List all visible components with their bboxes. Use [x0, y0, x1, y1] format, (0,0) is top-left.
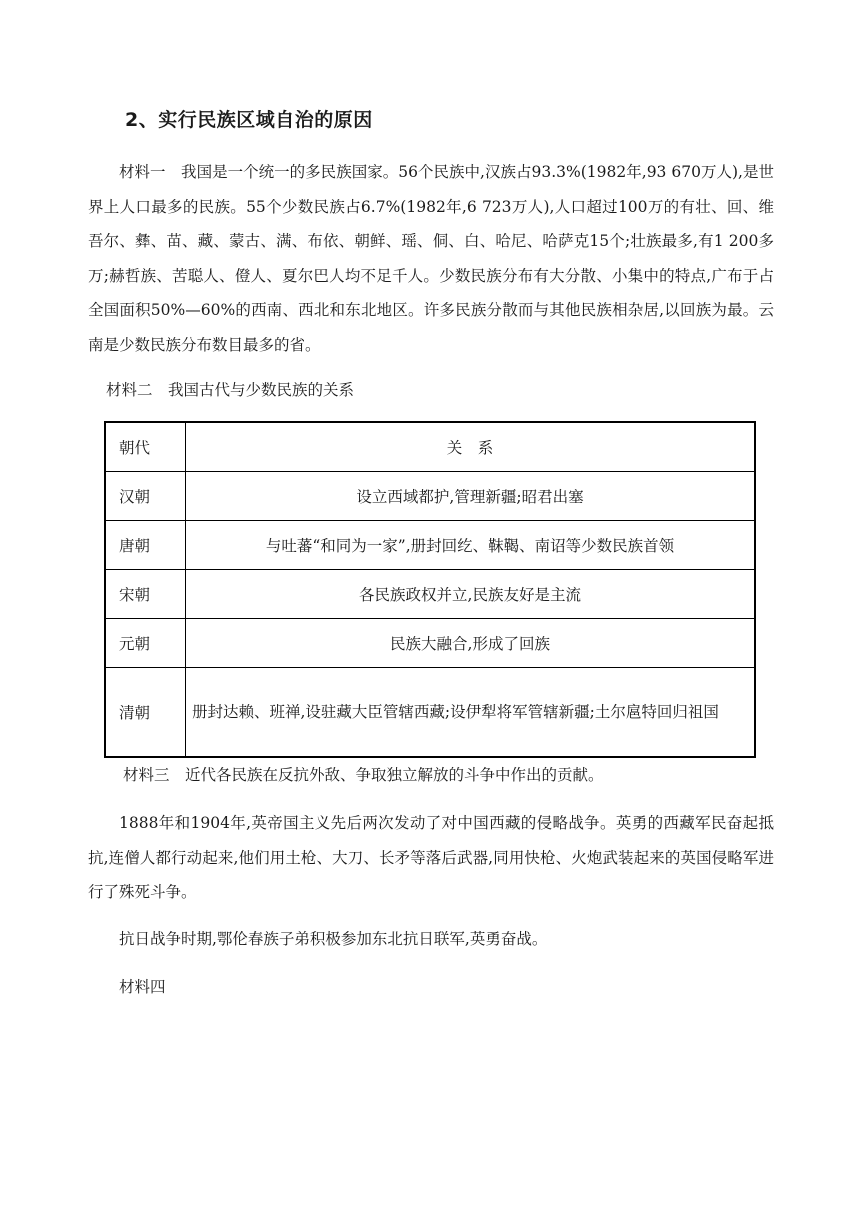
dynasty-cell: 唐朝	[105, 521, 186, 570]
relation-cell: 设立西域都护,管理新疆;昭君出塞	[186, 472, 756, 521]
dynasty-cell: 汉朝	[105, 472, 186, 521]
table-row	[105, 521, 755, 570]
header-dynasty-cell: 朝代	[105, 422, 186, 472]
dynasty-cell: 清朝	[105, 668, 186, 758]
relation-cell: 民族大融合,形成了回族	[186, 619, 756, 668]
relation-cell: 与吐蕃“和同为一家”,册封回纥、靺鞨、南诏等少数民族首领	[186, 521, 756, 570]
material-three-caption: 材料三 近代各民族在反抗外敌、争取独立解放的斗争中作出的贡献。	[123, 766, 604, 784]
table-row	[105, 472, 755, 521]
material-two-caption: 材料二 我国古代与少数民族的关系	[106, 381, 355, 399]
table-row	[105, 570, 755, 619]
table-header-row	[105, 422, 755, 472]
table-row	[105, 619, 755, 668]
table-row	[105, 668, 755, 758]
material-four-caption: 材料四	[119, 978, 166, 996]
material-one-paragraph: 材料一 我国是一个统一的多民族国家。56个民族中,汉族占93.3%(1982年,93 670万人),是世界上人口最多的民族。55个少数民族占6.7%(1982年,6 723万人),人口超过100万的有壮、回、维吾尔、彝、苗、藏、蒙古、满、布依、朝鲜、瑶、侗、白、哈尼、哈萨克15个;壮族最多,有1 200多万;赫哲族、苦聪人、僜人、夏尔巴人均不足千人。少数民族分布有大分散、小集中的特点,广布于占全国面积50%—60%的西南、西北和东北地区。许多民族分散而与其他民族相杂居,以回族为最。云南是少数民族分布数目最多的省。	[88, 163, 774, 354]
material-three-paragraph-two: 抗日战争时期,鄂伦春族子弟积极参加东北抗日联军,英勇奋战。	[119, 930, 548, 948]
dynasty-cell: 元朝	[105, 619, 186, 668]
header-relation-cell: 关 系	[186, 422, 756, 472]
material-three-paragraph-one: 1888年和1904年,英帝国主义先后两次发动了对中国西藏的侵略战争。英勇的西藏军民奋起抵抗,连僧人都行动起来,他们用土枪、大刀、长矛等落后武器,同用快枪、火炮武装起来的英国侵略军进行了殊死斗争。	[88, 814, 774, 901]
dynasty-relations-table	[104, 421, 756, 758]
relation-cell: 册封达赖、班禅,设驻藏大臣管辖西藏;设伊犁将军管辖新疆;土尔扈特回归祖国	[186, 668, 756, 758]
relation-cell: 各民族政权并立,民族友好是主流	[186, 570, 756, 619]
section-heading: 2、实行民族区域自治的原因	[125, 109, 373, 131]
dynasty-cell: 宋朝	[105, 570, 186, 619]
